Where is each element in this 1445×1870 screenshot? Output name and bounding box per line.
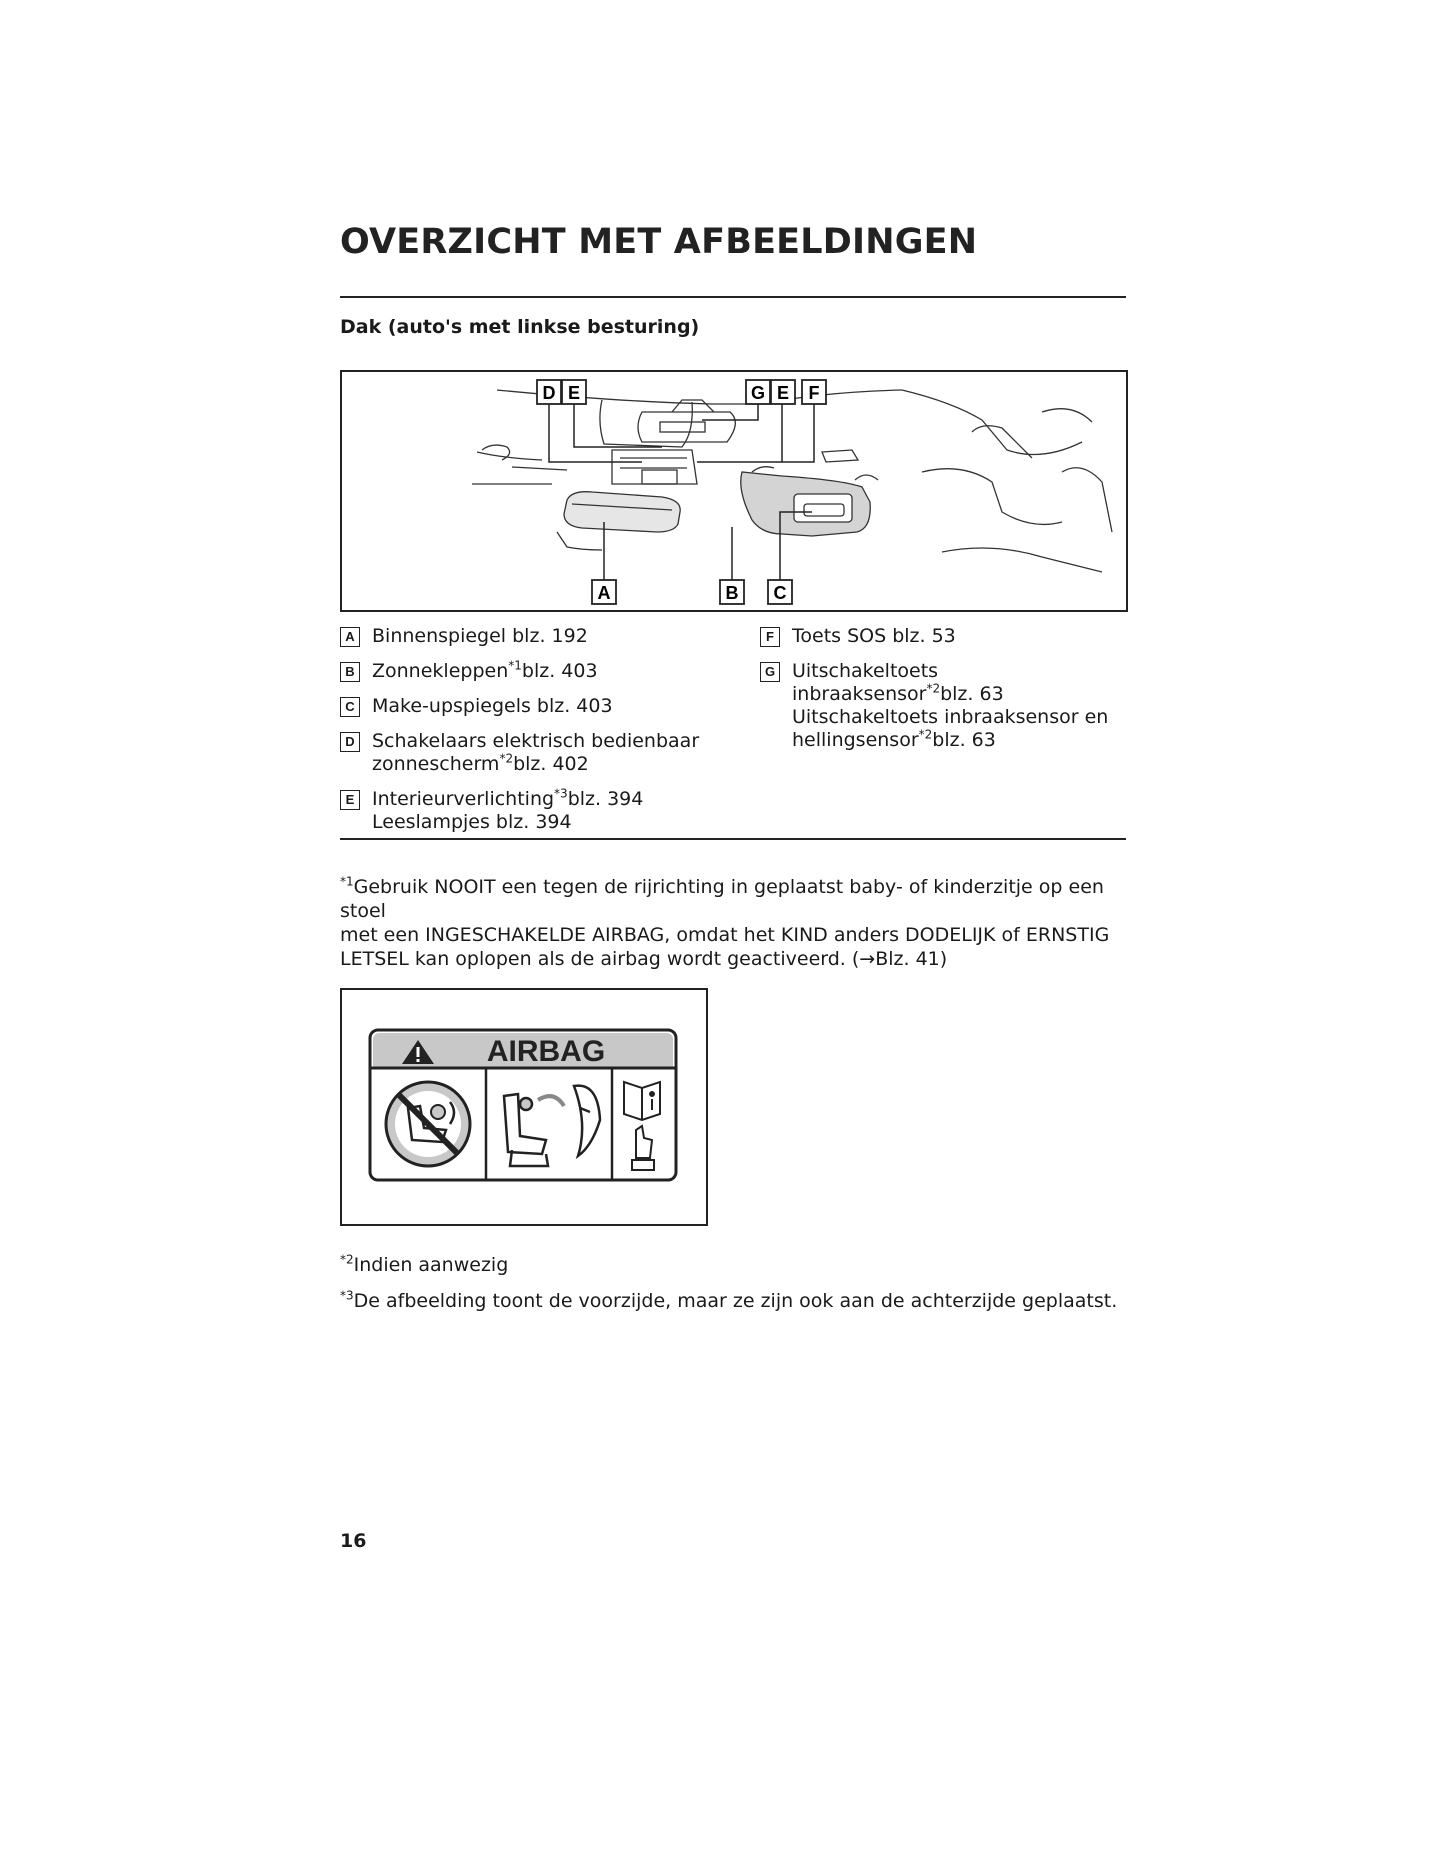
legend-key-a: A	[340, 627, 360, 647]
page-title: OVERZICHT MET AFBEELDINGEN	[340, 222, 978, 262]
footnote-3-text: De afbeelding toont de voorzijde, maar ze zijn ook aan de achterzijde geplaatst.	[353, 1290, 1118, 1312]
legend-item-b	[340, 660, 720, 684]
legend-item-f	[760, 625, 1130, 649]
section-subtitle: Dak (auto's met linkse besturing)	[340, 316, 700, 338]
legend-page-b: blz. 403	[521, 660, 598, 682]
legend-text-g-line4: hellingsensor	[792, 729, 919, 751]
legend-item-e	[340, 788, 720, 836]
footnote-ref-2b: *2	[926, 681, 941, 696]
legend-text-d-line1: Schakelaars elektrisch bedienbaar	[372, 730, 700, 752]
airbag-warning-figure	[340, 988, 708, 1226]
airbag-heading: AIRBAG	[486, 1035, 606, 1068]
legend-text-d-line2: zonnescherm	[372, 753, 500, 775]
footnote-ref-2: *2	[499, 751, 514, 766]
callout-b: B	[725, 583, 739, 603]
legend-text-g-line2: inbraaksensor	[792, 683, 927, 705]
legend-page-g-1: blz. 63	[940, 683, 1004, 705]
legend-text-f: Toets SOS blz. 53	[792, 625, 956, 647]
footnote-ref-2c: *2	[918, 727, 933, 742]
legend-item-d	[340, 730, 720, 778]
legend-rule	[340, 838, 1126, 840]
legend-key-c: C	[340, 697, 360, 717]
callout-d: D	[542, 383, 556, 403]
footnote-1-line1: Gebruik NOOIT een tegen de rijrichting in geplaatst baby- of kinderzitje op een stoel	[340, 876, 1104, 922]
footnote-ref-1: *1	[508, 658, 522, 673]
no-rear-facing-seat-icon	[386, 1082, 470, 1166]
footnote-2-text: Indien aanwezig	[353, 1254, 509, 1276]
legend-key-d: D	[340, 732, 360, 752]
page-number: 16	[340, 1530, 367, 1552]
footnote-ref-3: *3	[554, 786, 568, 801]
legend-item-a	[340, 625, 720, 649]
footnote-1	[340, 875, 1130, 971]
footnote-1-line2: met een INGESCHAKELDE AIRBAG, omdat het KIND anders DODELIJK of ERNSTIG	[340, 924, 1110, 946]
legend-key-g: G	[760, 662, 780, 682]
legend-page-e: blz. 394	[567, 788, 644, 810]
callout-e: E	[567, 383, 581, 403]
legend-text-c: Make-upspiegels blz. 403	[372, 695, 613, 717]
roof-illustration	[340, 370, 1128, 612]
legend-item-g	[760, 660, 1130, 756]
legend-page-g-2: blz. 63	[932, 729, 996, 751]
callout-c: C	[773, 583, 787, 603]
footnote-3-marker: *3	[340, 1288, 354, 1303]
title-rule	[340, 296, 1126, 298]
legend-page-d: blz. 402	[513, 753, 589, 775]
callout-e-2: E	[776, 383, 790, 403]
legend-key-f: F	[760, 627, 780, 647]
footnote-1-marker: *1	[340, 874, 354, 889]
roof-drawing	[342, 372, 1126, 610]
callout-a: A	[597, 583, 611, 603]
footnote-2-marker: *2	[340, 1252, 354, 1267]
legend-key-e: E	[340, 790, 360, 810]
callout-g: G	[750, 383, 766, 403]
callout-f: F	[808, 383, 820, 403]
legend-text-e-line2: Leeslampjes blz. 394	[372, 811, 572, 833]
footnote-1-line3: LETSEL kan oplopen als de airbag wordt geactiveerd. (→Blz. 41)	[340, 948, 948, 970]
legend-text-e-line1: Interieurverlichting	[372, 788, 555, 810]
airbag-warning-label	[342, 990, 706, 1224]
legend-key-b: B	[340, 662, 360, 682]
legend-text-g-line1: Uitschakeltoets	[792, 660, 939, 682]
footnote-2	[340, 1253, 1130, 1277]
footnote-3	[340, 1289, 1130, 1313]
legend-text-g-line3: Uitschakeltoets inbraaksensor en	[792, 706, 1109, 728]
legend-text-a: Binnenspiegel blz. 192	[372, 625, 588, 647]
legend-item-c	[340, 695, 720, 719]
legend-text-b: Zonnekleppen	[372, 660, 509, 682]
